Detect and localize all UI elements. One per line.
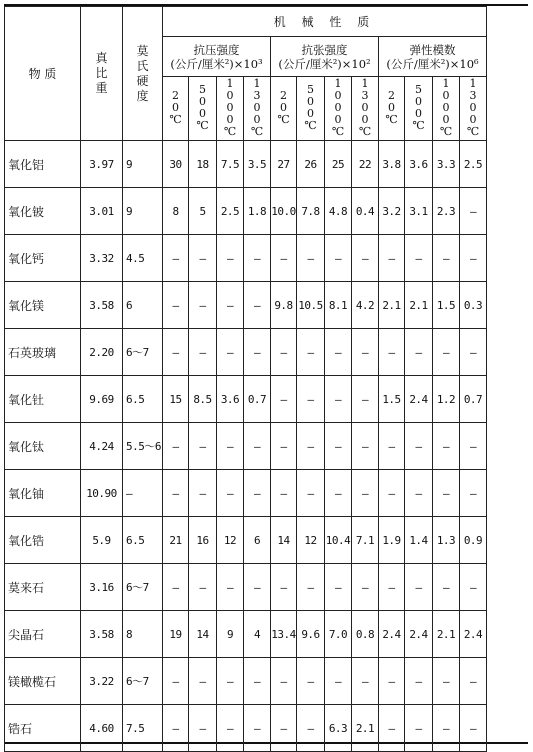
temp-header-compressive-2: 1000℃ [217,77,244,141]
tens-value-cell: — [325,235,352,282]
comp-value-cell: — [244,470,271,517]
elas-value-cell: 2.3 [433,188,460,235]
tens-value-cell: — [297,658,325,705]
table-row [5,470,487,517]
elas-value-cell: 2.4 [379,611,405,658]
tens-value-cell: — [352,658,379,705]
elas-value-cell: — [405,564,433,611]
elas-value-cell: — [433,423,460,470]
elas-value-cell: 3.1 [405,188,433,235]
temp-header-elastic-0: 20℃ [379,77,405,141]
tens-value-cell: 7.0 [325,611,352,658]
elas-value-cell: 1.2 [433,376,460,423]
temp-header-tensile-3: 1300℃ [352,77,379,141]
mechanical-properties-header: 机 械 性 质 [163,7,487,37]
comp-value-cell: 9 [217,611,244,658]
elas-value-cell: 3.2 [379,188,405,235]
comp-value-cell: 19 [163,611,189,658]
elas-value-cell: — [405,705,433,752]
tens-value-cell: — [297,376,325,423]
comp-value-cell: — [217,423,244,470]
comp-value-cell: 18 [189,141,217,188]
substance-name-cell: 氧化钍 [5,376,81,423]
substance-name-cell: 尖晶石 [5,611,81,658]
comp-value-cell: — [244,658,271,705]
elas-value-cell: — [460,188,487,235]
comp-value-cell: — [244,282,271,329]
elas-value-cell: 3.6 [405,141,433,188]
properties-table [4,6,487,752]
density-cell: 2.20 [81,329,123,376]
comp-value-cell: — [217,564,244,611]
density-cell: 3.58 [81,611,123,658]
elas-value-cell: — [379,705,405,752]
tens-value-cell: 10.4 [325,517,352,564]
comp-value-cell: — [163,329,189,376]
elas-value-cell: — [433,705,460,752]
elas-value-cell: 1.5 [433,282,460,329]
tens-value-cell: 7.8 [297,188,325,235]
comp-value-cell: — [163,705,189,752]
density-cell: 4.24 [81,423,123,470]
table-row [5,141,487,188]
tens-value-cell: — [297,423,325,470]
tens-value-cell: — [325,376,352,423]
substance-name-cell: 锆石 [5,705,81,752]
temp-header-compressive-3: 1300℃ [244,77,271,141]
comp-value-cell: — [189,282,217,329]
table-row [5,282,487,329]
elas-value-cell: — [433,470,460,517]
substance-name-cell: 石英玻璃 [5,329,81,376]
tens-value-cell: — [325,470,352,517]
tens-value-cell: — [297,705,325,752]
table-row [5,329,487,376]
tens-value-cell: 9.6 [297,611,325,658]
table-row [5,611,487,658]
comp-value-cell: — [217,329,244,376]
substance-header [5,7,81,141]
elas-value-cell: — [379,564,405,611]
substance-header-label: 物 质 [28,67,57,81]
tens-value-cell: — [325,423,352,470]
elas-value-cell: 1.4 [405,517,433,564]
comp-value-cell: — [189,235,217,282]
density-cell: 3.16 [81,564,123,611]
tens-value-cell: — [352,329,379,376]
elas-value-cell: — [405,470,433,517]
density-cell: 10.90 [81,470,123,517]
comp-value-cell: — [163,235,189,282]
comp-value-cell: — [189,705,217,752]
density-cell: 3.22 [81,658,123,705]
substance-name-cell: 镁橄榄石 [5,658,81,705]
temp-header-elastic-3: 1300℃ [460,77,487,141]
hardness-header-label: 莫 氏 硬 度 [136,43,149,103]
density-header [81,7,123,141]
elas-value-cell: 0.9 [460,517,487,564]
elas-value-cell: — [379,658,405,705]
comp-value-cell: 15 [163,376,189,423]
temp-header-compressive-0: 20℃ [163,77,189,141]
tens-value-cell: — [271,423,297,470]
density-cell: 3.01 [81,188,123,235]
table-row [5,423,487,470]
comp-value-cell: 5 [189,188,217,235]
comp-value-cell: — [189,658,217,705]
tens-value-cell: — [325,564,352,611]
elas-value-cell: — [433,235,460,282]
elas-value-cell: 2.5 [460,141,487,188]
elas-value-cell: 2.4 [405,611,433,658]
tens-value-cell: — [271,705,297,752]
tens-value-cell: 14 [271,517,297,564]
elas-value-cell: — [405,423,433,470]
comp-value-cell: 0.7 [244,376,271,423]
density-cell: 4.60 [81,705,123,752]
elas-value-cell: — [405,235,433,282]
tensile-strength-header: 抗张强度 (公斤/厘米²)×10² [271,37,379,77]
hardness-cell: 6 [123,282,163,329]
substance-name-cell: 氧化铀 [5,470,81,517]
comp-value-cell: — [163,282,189,329]
tens-value-cell: 4.8 [325,188,352,235]
elas-value-cell: 1.5 [379,376,405,423]
tens-value-cell: 10.5 [297,282,325,329]
elas-value-cell: 2.4 [405,376,433,423]
hardness-cell: — [123,470,163,517]
comp-value-cell: — [163,470,189,517]
tens-value-cell: — [271,470,297,517]
elas-value-cell: — [405,658,433,705]
table-row [5,517,487,564]
temp-header-tensile-2: 1000℃ [325,77,352,141]
temp-header-compressive-1: 500℃ [189,77,217,141]
tens-value-cell: — [297,564,325,611]
elas-value-cell: — [460,423,487,470]
comp-value-cell: 6 [244,517,271,564]
substance-name-cell: 氧化钙 [5,235,81,282]
elas-value-cell: — [433,329,460,376]
elas-value-cell: — [379,329,405,376]
hardness-cell: 9 [123,188,163,235]
tens-value-cell: 8.1 [325,282,352,329]
elas-value-cell: — [433,564,460,611]
comp-value-cell: 1.8 [244,188,271,235]
temp-header-tensile-0: 20℃ [271,77,297,141]
elastic-modulus-header: 弹性模数 (公斤/厘米²)×10⁶ [379,37,487,77]
hardness-cell: 9 [123,141,163,188]
comp-value-cell: 3.6 [217,376,244,423]
elas-value-cell: 2.1 [379,282,405,329]
tens-value-cell: — [271,235,297,282]
tens-value-cell: 12 [297,517,325,564]
temp-header-elastic-1: 500℃ [405,77,433,141]
comp-value-cell: 16 [189,517,217,564]
tens-value-cell: 25 [325,141,352,188]
elas-value-cell: 3.3 [433,141,460,188]
comp-value-cell: — [189,564,217,611]
comp-value-cell: 8 [163,188,189,235]
tens-value-cell: — [352,423,379,470]
substance-name-cell: 氧化镁 [5,282,81,329]
elas-value-cell: 1.3 [433,517,460,564]
table-row [5,376,487,423]
comp-value-cell: — [244,423,271,470]
tens-value-cell: 13.4 [271,611,297,658]
tens-value-cell: 9.8 [271,282,297,329]
elas-value-cell: — [460,329,487,376]
comp-value-cell: 30 [163,141,189,188]
hardness-cell: 6～7 [123,658,163,705]
elas-value-cell: 2.1 [433,611,460,658]
tens-value-cell: — [352,235,379,282]
comp-value-cell: 3.5 [244,141,271,188]
table-row [5,564,487,611]
elas-value-cell: — [379,423,405,470]
elas-value-cell: 1.9 [379,517,405,564]
hardness-cell: 6.5 [123,376,163,423]
comp-value-cell: — [244,329,271,376]
elas-value-cell: — [460,235,487,282]
table-row [5,188,487,235]
substance-name-cell: 莫来石 [5,564,81,611]
comp-value-cell: 2.5 [217,188,244,235]
substance-name-cell: 氧化锆 [5,517,81,564]
tens-value-cell: 27 [271,141,297,188]
tens-value-cell: — [352,470,379,517]
tens-value-cell: — [352,564,379,611]
temp-header-elastic-2: 1000℃ [433,77,460,141]
comp-value-cell: — [163,658,189,705]
elas-value-cell: 0.7 [460,376,487,423]
substance-name-cell: 氧化钛 [5,423,81,470]
comp-value-cell: 12 [217,517,244,564]
tens-value-cell: 4.2 [352,282,379,329]
elas-value-cell: — [379,470,405,517]
comp-value-cell: — [163,564,189,611]
comp-value-cell: 8.5 [189,376,217,423]
compressive-strength-header: 抗压强度 (公斤/厘米²)×10³ [163,37,271,77]
substance-name-cell: 氧化铝 [5,141,81,188]
temp-header-tensile-1: 500℃ [297,77,325,141]
tens-value-cell: 6.3 [325,705,352,752]
tens-value-cell: — [297,329,325,376]
comp-value-cell: 14 [189,611,217,658]
hardness-header [123,7,163,141]
tens-value-cell: — [271,376,297,423]
elas-value-cell: — [460,470,487,517]
tens-value-cell: — [325,658,352,705]
elas-value-cell: 2.1 [405,282,433,329]
comp-value-cell: — [244,235,271,282]
hardness-cell: 4.5 [123,235,163,282]
elas-value-cell: — [433,658,460,705]
tens-value-cell: — [297,470,325,517]
elas-value-cell: — [460,658,487,705]
tens-value-cell: 10.0 [271,188,297,235]
comp-value-cell: — [189,470,217,517]
tens-value-cell: — [352,376,379,423]
tens-value-cell: 2.1 [352,705,379,752]
table-row [5,235,487,282]
properties-table-frame [4,4,528,744]
tens-value-cell: 26 [297,141,325,188]
tens-value-cell: 0.4 [352,188,379,235]
hardness-cell: 8 [123,611,163,658]
elas-value-cell: 3.8 [379,141,405,188]
density-cell: 3.97 [81,141,123,188]
density-header-label: 真 比 重 [95,51,108,95]
hardness-cell: 5.5～6 [123,423,163,470]
elas-value-cell: 0.3 [460,282,487,329]
tens-value-cell: 7.1 [352,517,379,564]
tens-value-cell: — [271,329,297,376]
comp-value-cell: — [189,423,217,470]
elas-value-cell: 2.4 [460,611,487,658]
comp-value-cell: — [163,423,189,470]
hardness-cell: 6～7 [123,564,163,611]
hardness-cell: 6.5 [123,517,163,564]
density-cell: 3.58 [81,282,123,329]
comp-value-cell: — [189,329,217,376]
comp-value-cell: — [217,235,244,282]
comp-value-cell: — [244,564,271,611]
hardness-cell: 6～7 [123,329,163,376]
elas-value-cell: — [460,564,487,611]
tens-value-cell: — [271,658,297,705]
tens-value-cell: 22 [352,141,379,188]
comp-value-cell: — [217,470,244,517]
comp-value-cell: 21 [163,517,189,564]
tens-value-cell: — [297,235,325,282]
table-row [5,658,487,705]
density-cell: 5.9 [81,517,123,564]
elas-value-cell: — [379,235,405,282]
elas-value-cell: — [405,329,433,376]
tens-value-cell: — [325,329,352,376]
comp-value-cell: — [217,658,244,705]
elas-value-cell: — [460,705,487,752]
comp-value-cell: — [244,705,271,752]
hardness-cell: 7.5 [123,705,163,752]
tens-value-cell: 0.8 [352,611,379,658]
comp-value-cell: — [217,282,244,329]
comp-value-cell: 4 [244,611,271,658]
table-row [5,705,487,752]
substance-name-cell: 氧化铍 [5,188,81,235]
tens-value-cell: — [271,564,297,611]
comp-value-cell: — [217,705,244,752]
comp-value-cell: 7.5 [217,141,244,188]
density-cell: 9.69 [81,376,123,423]
density-cell: 3.32 [81,235,123,282]
